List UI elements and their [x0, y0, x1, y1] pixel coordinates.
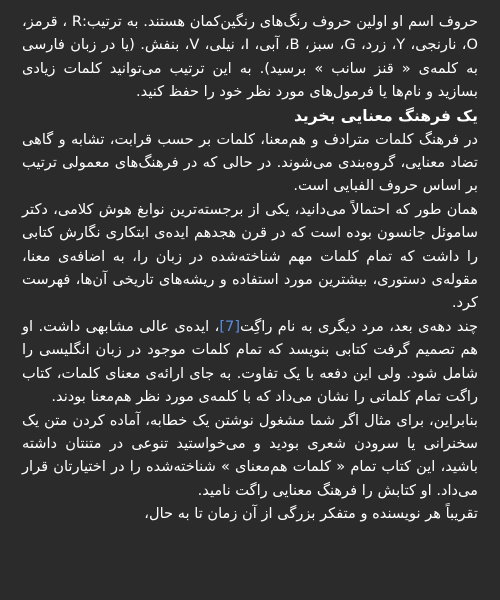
- paragraph-thesaurus-intro: در فرهنگ کلمات مترادف و هم‌معنا، کلمات بر حسب قرابت، تشابه و گاهی تضاد معنایی، گروه‌بندی می‌شوند. در حالی که در فرهنگ‌های معمولی ترتیب بر اساس حروف الفبایی است.: [22, 130, 478, 195]
- paragraph-roget: [22, 315, 478, 409]
- paragraph-roget-text-end: ، ایده‌ی عالی مشابهی داشت. او هم تصمیم گرفت کتابی بنویسد که تمام کلمات موجود در زبان انگلیسی را شامل شود. ولی این دفعه با یک تفاوت. به جای ارائه‌ی معنای کلمات، کتاب راگت تمام کلماتی را نشان می‌داد که با کلمه‌ی مورد نظر هم‌معنا بودند.: [22, 317, 478, 406]
- section-heading: یک فرهنگ معنایی بخرید: [293, 106, 478, 125]
- paragraph-samuel-johnson: همان طور که احتمالاً می‌دانید، یکی از برجسته‌ترین نوابغ هوش کلامی، دکتر ساموئل جانسون بوده است که در قرن هجدهم ایده‌ی ابتکاری نگارش کتابی را داشت که تمام کلمات مهم شناخته‌شده در زبان را، به اضافه‌ی معنا، مقوله‌ی دستوری، بیشترین مورد استفاده و ریشه‌های تاریخی آن‌ها، فهرست کرد.: [22, 200, 478, 312]
- paragraph-rainbow-mnemonic: حروف اسم او اولین حروف رنگ‌های رنگین‌کمان هستند. به ترتیب:R ، قرمز، O، نارنجی، Y، زرد، G، سبز، B، آبی، I، نیلی، V، بنفش. (یا در زبان فارسی به کلمه‌ی « قنز سانب » برسید). به این ترتیب می‌توانید کلمات زیادی بسازید و نام‌ها یا فرمول‌های مورد نظر خود را حفظ کنید.: [22, 13, 478, 101]
- paragraph-roget-text-start: چند دهه‌ی بعد، مرد دیگری به نام راگِت: [240, 317, 478, 335]
- paragraph-writers: تقریباً هر نویسنده و متفکر بزرگی از آن زمان تا به حال،: [144, 505, 478, 523]
- footnote-reference-link[interactable]: [7]: [219, 317, 241, 335]
- paragraph-speech-example: بنابراین، برای مثال اگر شما مشغول نوشتن یک خطابه، آماده کردن متن یک سخنرانی یا سرودن شعری بودید و می‌خواستید تنوعی در متنتان داشته باشید، این کتاب تمام « کلمات هم‌معنای » شناخته‌شده را در اختیارتان قرار می‌داد. او کتابش را فرهنگ معنایی راگت نامید.: [22, 411, 478, 499]
